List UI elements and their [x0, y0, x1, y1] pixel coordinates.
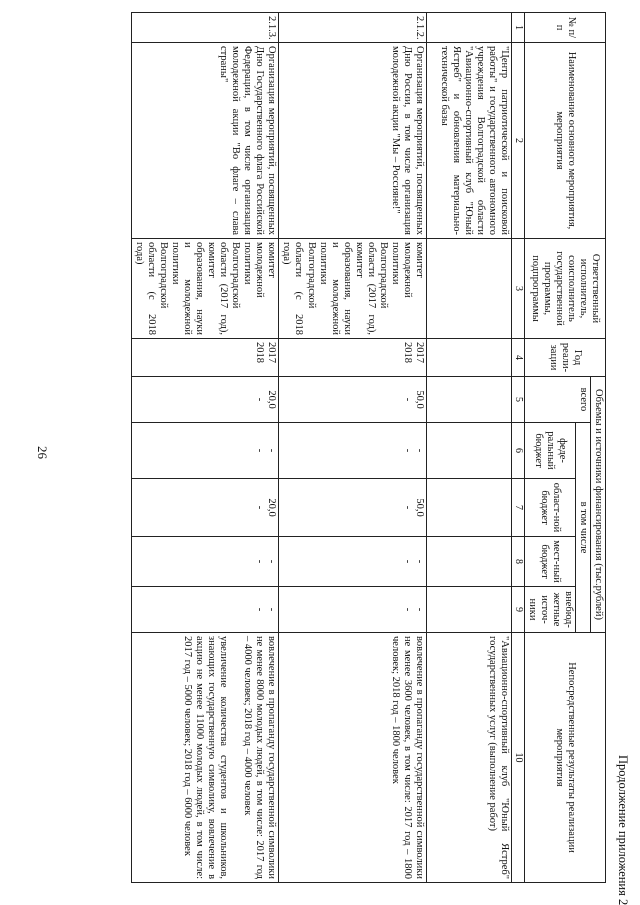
header-extra: внебюд-жетные источ-ники	[524, 587, 575, 633]
row-federal: - -	[131, 423, 279, 479]
col-num: 9	[512, 587, 525, 633]
row-name: "Центр патриотической и поисковой работы" и государственного автономного учреждения Волгоградской области "Авиационно-спортивный клуб "Юный Ястреб" и обновления материально-технической базы	[427, 43, 512, 239]
col-num: 1	[512, 13, 525, 43]
row-years: 2017 2018	[279, 339, 427, 377]
row-regional: 20,0 -	[131, 479, 279, 537]
row-num: 2.1.2.	[279, 13, 427, 43]
header-incl: в том числе	[575, 423, 590, 633]
appendix-caption: Продолжение приложения 2	[616, 755, 630, 905]
header-result: Непосредственные результаты реализации мероприятия	[524, 633, 605, 883]
row-federal: - -	[279, 423, 427, 479]
col-num: 2	[512, 43, 525, 239]
col-num: 7	[512, 479, 525, 537]
row-result	[131, 633, 279, 883]
header-row-1	[590, 13, 605, 883]
row-result: "Авиационно-спортивный клуб "Юный Ястреб" государственных услуг (выполнение работ)	[427, 633, 512, 883]
row-result-1: вовлечение в пропаганду государственной символики не менее 8000 молодых людей, в том числе: 2017 год – 4000 человек; 2018 год – 4000 человек	[242, 636, 278, 880]
row-name: Организация мероприятий, посвященных Дню Государственного флага Российской Федерации, в том числе организация молодежной акции "Во флаге – слава страны"	[131, 43, 279, 239]
row-responsible: комитет молодежной политики Волгоградской области (2017 год), комитет образования, науки и молодежной политики Волгоградской области (с 2018 года)	[131, 239, 279, 339]
row-local: - -	[131, 537, 279, 587]
header-federal: феде-ральный бюджет	[524, 423, 575, 479]
row-regional: 50,0 -	[279, 479, 427, 537]
row-extra: - -	[131, 587, 279, 633]
row-total: 50,0 -	[279, 377, 427, 423]
row-responsible	[427, 239, 512, 339]
header-total: всего	[524, 377, 590, 423]
header-regional: област-ной бюджет	[524, 479, 575, 537]
header-name: Наименование основного мероприятия, мероприятия	[524, 43, 605, 239]
row-result-2: увеличение количества студентов и школьников, знающих государственную символику, вовлечение в акцию не менее 11000 молодых людей, в том числе: 2017 год – 5000 человек; 2018 год – 6000 человек	[182, 636, 230, 880]
col-num: 8	[512, 537, 525, 587]
program-table	[131, 12, 606, 883]
col-num: 3	[512, 239, 525, 339]
col-num: 6	[512, 423, 525, 479]
table-row	[427, 13, 512, 883]
row-responsible: комитет молодежной политики Волгоградской области (2017 год), комитет образования, науки и молодежной политики Волгоградской области (с 2018 года)	[279, 239, 427, 339]
header-local: мест-ный бюджет	[524, 537, 575, 587]
row-result: вовлечение в пропаганду государственной символики не менее 3600 человек, в том числе: 2017 год – 1800 человек; 2018 год – 1800 человек	[279, 633, 427, 883]
header-funding: Объемы и источники финансирования (тыс.рублей)	[590, 377, 605, 633]
row-num	[427, 13, 512, 43]
row-years: 2017 2018	[131, 339, 279, 377]
table-row	[131, 13, 279, 883]
row-name: Организация мероприятий, посвященных Дню России, в том числе организация молодежной акции "Мы – Россияне!"	[279, 43, 427, 239]
header-responsible: Ответственный исполнитель, соисполнитель государственной программы, подпрограммы	[524, 239, 605, 339]
col-num: 10	[512, 633, 525, 883]
row-local: - -	[279, 537, 427, 587]
page-number: 26	[35, 446, 50, 459]
header-num: № п/п	[524, 13, 605, 43]
col-num: 4	[512, 339, 525, 377]
row-extra: - -	[279, 587, 427, 633]
col-num: 5	[512, 377, 525, 423]
header-year: Год реали-зации	[524, 339, 605, 377]
row-num: 2.1.3.	[131, 13, 279, 43]
row-total: 20,0 -	[131, 377, 279, 423]
table-row	[279, 13, 427, 883]
column-number-row	[512, 13, 525, 883]
